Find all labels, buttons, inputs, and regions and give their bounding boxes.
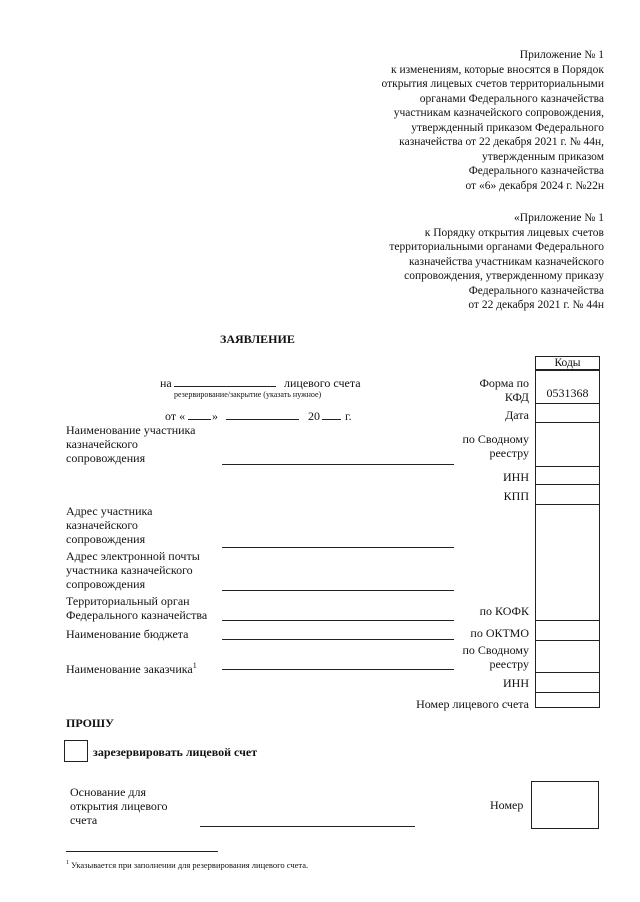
svod-registry-label: по Сводному: [462, 432, 529, 446]
territorial-organ-field[interactable]: [222, 620, 454, 621]
oktmo-label: по ОКТМО: [470, 626, 529, 640]
reserve-checkbox[interactable]: [64, 740, 88, 762]
form-label: Форма по: [479, 376, 529, 390]
na-label: на: [160, 376, 172, 390]
kofk-label: по КОФК: [479, 604, 529, 618]
appendix-2-line: сопровождения, утвержденному приказу: [404, 270, 604, 282]
svod-registry-label: по Сводному: [462, 643, 529, 657]
appendix-1-line: Приложение № 1: [519, 49, 604, 61]
reserve-label: зарезервировать лицевой счет: [93, 745, 258, 759]
appendix-2-line: к Порядку открытия лицевых счетов: [424, 226, 604, 239]
code-divider: [535, 504, 600, 505]
code-divider: [535, 692, 600, 693]
basis-field[interactable]: [200, 826, 415, 827]
month-field[interactable]: [226, 419, 299, 420]
appendix-1-line: Федерального казначейства: [468, 165, 604, 177]
code-divider: [535, 672, 600, 673]
appendix-2-line: Федерального казначейства: [468, 284, 604, 297]
participant-name-label: Наименование участника казначейского сопровождения: [66, 423, 196, 465]
svod-registry-label: реестру: [489, 446, 529, 460]
day-field[interactable]: [188, 419, 211, 420]
customer-name-label: Наименование заказчика$^1$: [66, 661, 197, 676]
year-field[interactable]: [322, 419, 341, 420]
code-divider: [535, 403, 600, 404]
appendix-1-line: утвержденным приказом: [482, 150, 604, 163]
appendix-1-line: к изменениям, которые вносятся в Порядок: [391, 63, 604, 76]
footnote-separator: [66, 851, 218, 852]
action-hint: резервирование/закрытие (указать нужное): [174, 390, 322, 399]
footnote-text: Указывается при заполнении для резервирования лицевого счета.: [71, 859, 309, 870]
code-divider: [535, 484, 600, 485]
participant-name-field[interactable]: [222, 464, 454, 465]
basis-number-box[interactable]: [531, 781, 599, 829]
footnote: [66, 858, 308, 870]
participant-address-label: Адрес участника казначейского сопровождения: [66, 504, 153, 546]
appendix-2-header: [300, 211, 604, 313]
kfd-code: 0531368: [546, 386, 589, 400]
email-address-field[interactable]: [222, 590, 454, 591]
request-heading: ПРОШУ: [66, 716, 114, 730]
account-action-field[interactable]: [174, 386, 276, 387]
customer-name-field[interactable]: [222, 669, 454, 670]
code-divider: [535, 640, 600, 641]
document-title: ЗАЯВЛЕНИЕ: [220, 332, 295, 346]
footnote-number: 1: [66, 860, 69, 866]
appendix-1-line: от «6» декабря 2024 г. №22н: [465, 179, 604, 192]
basis-label: Основание для открытия лицевого счета: [70, 785, 168, 827]
date-quote: »: [212, 409, 218, 423]
budget-name-field[interactable]: [222, 639, 454, 640]
budget-name-label: Наименование бюджета: [66, 627, 189, 641]
email-address-label: Адрес электронной почты участника казначейского сопровождения: [66, 549, 200, 591]
codes-column: [535, 370, 600, 708]
year-suffix: г.: [345, 409, 352, 423]
appendix-2-line: «Приложение № 1: [514, 212, 604, 224]
kfd-label: КФД: [504, 390, 529, 404]
territorial-organ-label: Территориальный орган Федерального казначейства: [66, 594, 208, 622]
appendix-1-line: органами Федерального казначейства: [419, 92, 604, 105]
account-number-label: Номер лицевого счета: [416, 697, 529, 711]
date-label: Дата: [505, 408, 529, 422]
footnote-mark: 1: [192, 661, 197, 670]
code-divider: [535, 620, 600, 621]
code-divider: [535, 466, 600, 467]
appendix-1-line: казначейства от 22 декабря 2021 г. № 44н,: [399, 136, 604, 148]
participant-address-field[interactable]: [222, 547, 454, 548]
year-prefix: 20: [308, 409, 320, 423]
svod-registry-label: реестру: [489, 657, 529, 671]
inn-label: ИНН: [503, 470, 529, 484]
appendix-1-header: [300, 48, 604, 193]
inn-label: ИНН: [503, 676, 529, 690]
appendix-1-line: утвержденный приказом Федерального: [411, 121, 604, 134]
date-from-label: от «: [165, 409, 186, 423]
appendix-2-line: казначейства участникам казначейского: [409, 255, 604, 268]
basis-number-label: Номер: [490, 798, 524, 812]
appendix-2-line: территориальными органами Федерального: [389, 241, 604, 253]
appendix-1-line: участникам казначейского сопровождения,: [393, 107, 604, 119]
appendix-1-line: открытия лицевых счетов территориальными: [381, 78, 604, 90]
kpp-label: КПП: [503, 489, 529, 503]
codes-header: Коды: [535, 356, 600, 370]
account-label: лицевого счета: [284, 376, 361, 390]
appendix-2-line: от 22 декабря 2021 г. № 44н: [468, 299, 604, 311]
code-divider: [535, 422, 600, 423]
